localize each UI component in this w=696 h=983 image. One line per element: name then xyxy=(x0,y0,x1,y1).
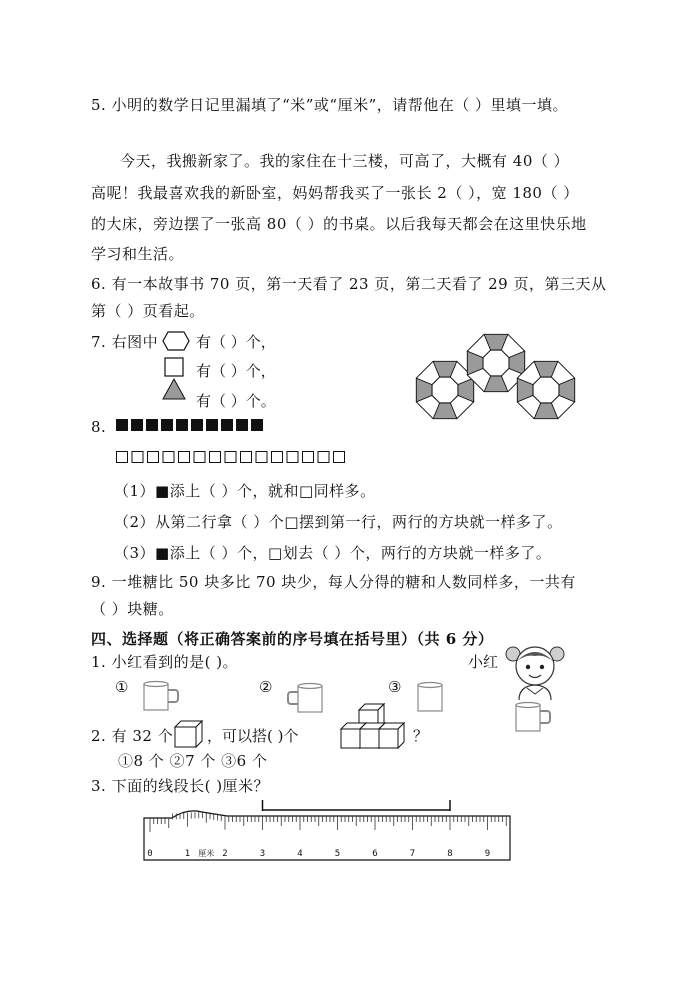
filled-square xyxy=(236,419,248,431)
hollow-square xyxy=(179,452,190,463)
filled-square xyxy=(251,419,263,431)
q5-para-line3: 的大床，旁边摆了一张高 80（ ）的书桌。以后我每天都会在这里快乐地 xyxy=(91,215,587,233)
hollow-square xyxy=(148,452,159,463)
hollow-square xyxy=(303,452,314,463)
filled-square xyxy=(206,419,218,431)
filled-square xyxy=(191,419,203,431)
filled-squares-row xyxy=(116,418,266,434)
square-icon xyxy=(164,357,184,377)
c2-text-c: ？ xyxy=(413,727,429,745)
stacked-cubes-icon xyxy=(340,704,412,750)
ruler-number: 9 xyxy=(484,849,491,859)
ruler-number: 8 xyxy=(447,849,453,859)
ruler-number: 6 xyxy=(372,849,378,859)
triangle-icon xyxy=(162,378,186,400)
hollow-square xyxy=(117,452,128,463)
q5-para-line1: 今天，我搬新家了。我的家住在十三楼，可高了，大概有 40（ ） xyxy=(120,152,570,170)
octagon-rosette xyxy=(416,361,473,418)
q8-number: 8. xyxy=(91,418,107,436)
q7-figure xyxy=(410,330,580,425)
xiaohong-label: 小红 xyxy=(468,653,499,671)
q7-square-answer: 有（ ）个， xyxy=(196,362,276,380)
c3-question: 3. 下面的线段长( )厘米？ xyxy=(91,777,270,795)
c2-text-a: 2. 有 32 个 xyxy=(91,727,174,745)
hollow-square xyxy=(272,452,283,463)
c1-option1: ① xyxy=(115,678,129,696)
filled-square xyxy=(176,419,188,431)
hollow-square xyxy=(287,452,298,463)
filled-square xyxy=(116,419,128,431)
q8-sub3: （3）■添上（ ）个，□划去（ ）个，两行的方块就一样多了。 xyxy=(114,544,552,562)
hollow-square xyxy=(225,452,236,463)
hollow-squares-row xyxy=(116,450,356,466)
ruler-number: 0 xyxy=(147,849,153,859)
ruler-number: 7 xyxy=(409,849,416,859)
octagon-rosette xyxy=(467,334,524,391)
filled-square xyxy=(161,419,173,431)
ruler-number: 2 xyxy=(222,849,228,859)
c2-options: ①8 个 ②7 个 ③6 个 xyxy=(118,752,268,770)
cup-icon-near-girl xyxy=(514,702,556,734)
q7-prefix: 7. 右图中 xyxy=(91,333,159,351)
cup-handle-left-icon xyxy=(284,683,326,715)
q7-hexagon-answer: 有（ ）个， xyxy=(196,333,276,351)
c1-option2: ② xyxy=(259,678,273,696)
ruler-unit: 厘米 xyxy=(198,849,215,858)
hollow-square xyxy=(318,452,329,463)
q5-prompt: 5. 小明的数学日记里漏填了“米”或“厘米”，请帮他在（ ）里填一填。 xyxy=(91,96,569,114)
hollow-square xyxy=(132,452,143,463)
cube-icon xyxy=(174,720,204,748)
c1-option3: ③ xyxy=(388,678,402,696)
filled-square xyxy=(131,419,143,431)
hollow-square xyxy=(194,452,205,463)
ruler-number: 5 xyxy=(334,849,341,859)
ruler-number: 3 xyxy=(259,849,266,859)
hollow-square xyxy=(256,452,267,463)
q8-sub2: （2）从第二行拿（ ）个□摆到第一行，两行的方块就一样多了。 xyxy=(114,513,563,531)
hollow-square xyxy=(334,452,345,463)
q7-triangle-answer: 有（ ）个。 xyxy=(196,392,276,410)
q5-para-line2: 高呢！我最喜欢我的新卧室，妈妈帮我买了一张长 2（ ），宽 180（ ） xyxy=(91,184,579,202)
filled-square xyxy=(221,419,233,431)
ruler xyxy=(142,798,522,864)
hollow-square xyxy=(163,452,174,463)
c1-question: 1. 小红看到的是( )。 xyxy=(91,653,239,671)
q9-line2: （ ）块糖。 xyxy=(91,600,174,618)
hollow-square xyxy=(241,452,252,463)
q5-para-line4: 学习和生活。 xyxy=(91,245,185,263)
section4-title: 四、选择题（将正确答案前的序号填在括号里）（共 6 分） xyxy=(91,630,494,648)
cup-front-view-icon xyxy=(416,682,446,714)
q9-line1: 9. 一堆糖比 50 块多比 70 块少，每人分得的糖和人数同样多，一共有 xyxy=(91,573,576,591)
girl-xiaohong-icon xyxy=(505,640,565,702)
q6-line1: 6. 有一本故事书 70 页，第一天看了 23 页，第二天看了 29 页，第三天从 xyxy=(91,275,607,293)
q6-line2: 第（ ）页看起。 xyxy=(91,302,205,320)
c2-text-b: ，可以搭( )个 xyxy=(207,727,299,745)
hexagon-icon xyxy=(162,331,190,351)
ruler-number: 1 xyxy=(184,849,191,859)
q8-sub1: （1）■添上（ ）个，就和□同样多。 xyxy=(114,482,376,500)
cup-side-view-icon xyxy=(142,681,184,713)
ruler-number: 4 xyxy=(297,849,303,859)
hollow-square xyxy=(210,452,221,463)
octagon-rosette xyxy=(517,361,574,418)
stacked-cube xyxy=(379,723,404,748)
filled-square xyxy=(146,419,158,431)
